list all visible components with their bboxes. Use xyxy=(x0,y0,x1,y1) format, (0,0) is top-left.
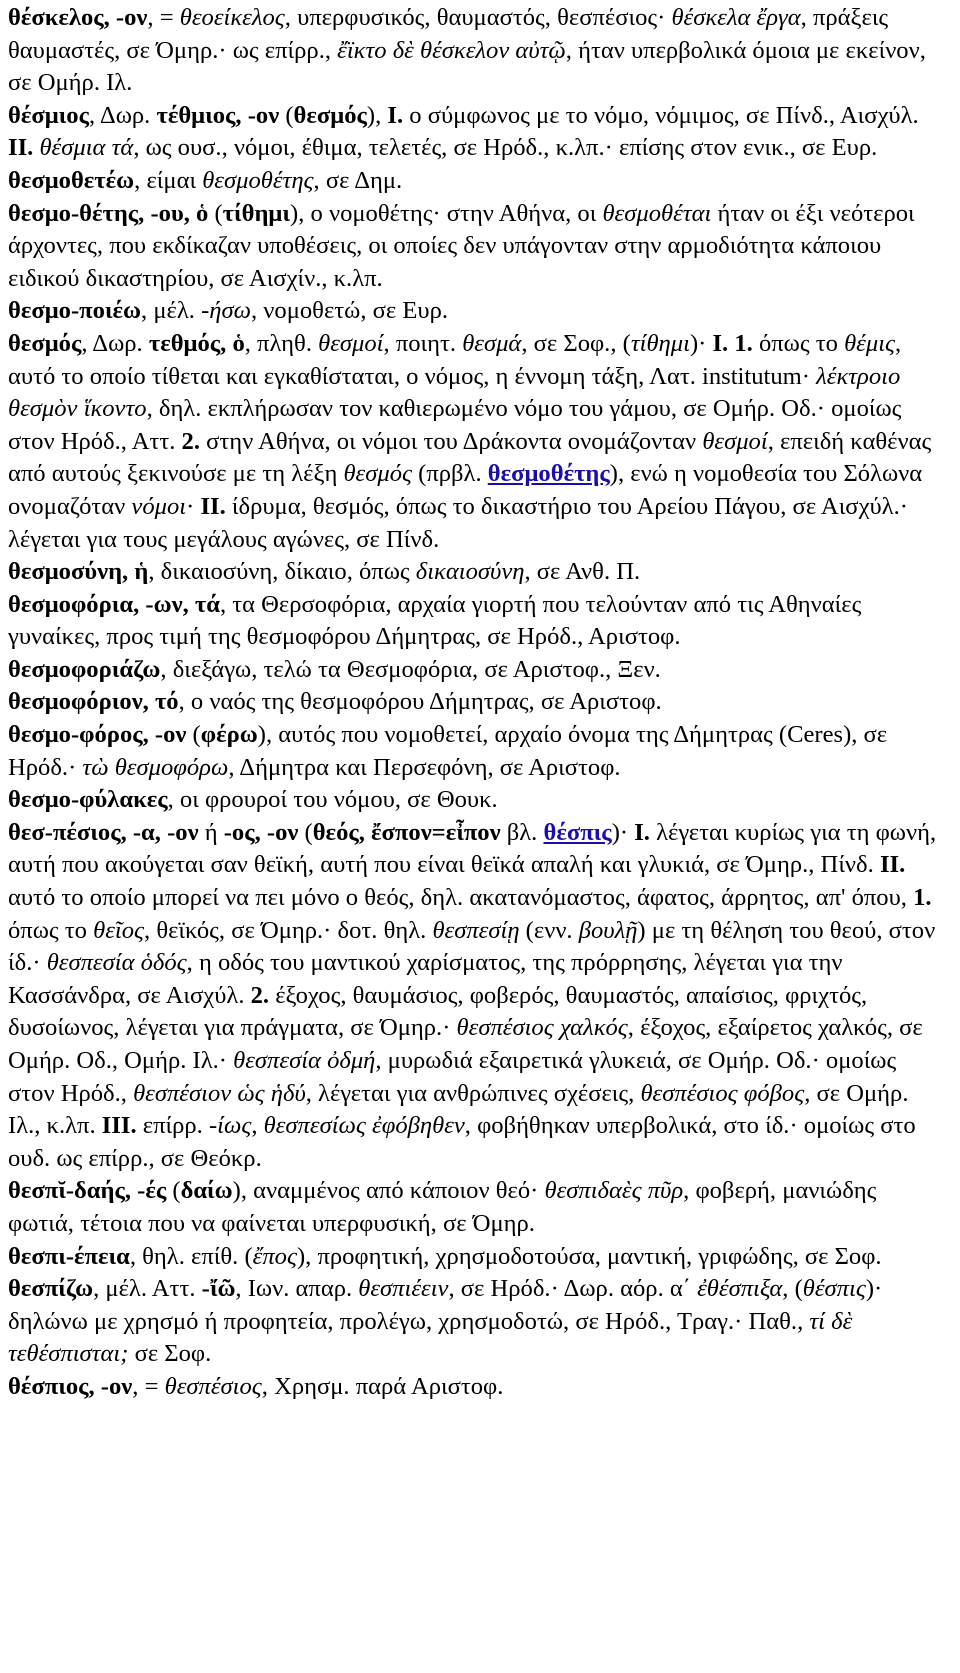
italic-text: θεσπιέειν xyxy=(358,1275,449,1303)
entry-text: , Ιων. απαρ. xyxy=(235,1275,359,1303)
italic-text: ἔϊκτο δὲ θέσκελον αὐτῷ xyxy=(337,36,566,64)
bold-text: -ος, -ον xyxy=(223,818,299,846)
bold-text: 1. xyxy=(913,884,932,912)
italic-text: θεσμοθέτης xyxy=(202,166,314,194)
bold-text: δαίω xyxy=(180,1177,233,1205)
bold-text: I. xyxy=(387,101,404,129)
entry-text: , φοβήθηκαν υπερβολικά, στο ίδ.· ομοίως στο ουδ. ως επίρρ., σε Θεόκρ. xyxy=(8,1112,916,1172)
italic-text: -ίως xyxy=(208,1112,252,1140)
cross-reference-link[interactable]: θέσπις xyxy=(543,818,612,846)
italic-text: τὼ θεσμοφόρω xyxy=(82,753,229,781)
entry-text: ), προφητική, χρησμοδοτούσα, μαντική, γριφώδης, σε Σοφ. xyxy=(296,1242,882,1270)
entry-text: , επειδή καθένας από αυτούς ξεκινούσε με τη λέξη xyxy=(8,427,932,488)
entry-text: αυτό το οποίο μπορεί να πει μόνο ο θεός, δηλ. ακατανόμαστος, άφατος, άρρητος, απ' όπου, xyxy=(8,884,914,912)
entry-text: , διεξάγω, τελώ τα Θεσμοφόρια, σε Αριστοφ., Ξεν. xyxy=(160,655,661,683)
entry-text: , δικαιοσύνη, δίκαιο, όπως xyxy=(148,558,416,586)
entry-text: , θεϊκός, σε Όμηρ.· δοτ. θηλ. xyxy=(144,916,433,944)
headword: θεσμοσύνη, ἡ xyxy=(8,558,149,586)
entry-list xyxy=(8,2,946,1404)
dictionary-entry xyxy=(8,2,946,100)
entry-text: , ( xyxy=(782,1275,803,1303)
dictionary-entry xyxy=(8,1371,946,1404)
dictionary-entry xyxy=(8,784,946,817)
headword: θεσμοφοριάζω xyxy=(8,655,161,683)
italic-text: θεσμοθέται xyxy=(602,199,712,227)
entry-text: )· xyxy=(611,818,635,846)
bold-text: II. xyxy=(200,492,226,520)
entry-text: ( xyxy=(298,818,313,846)
entry-text: )· δηλώνω με χρησμό ή προφητεία, προλέγω, χρησμοδοτώ, σε Ηρόδ., Τραγ.· Παθ., xyxy=(8,1275,883,1335)
entry-text: , Δήμητρα και Περσεφόνη, σε Αριστοφ. xyxy=(228,753,621,781)
italic-text: -ήσω xyxy=(201,297,251,325)
italic-text: θεσμοί xyxy=(702,427,768,455)
italic-text: θέμις xyxy=(844,329,896,357)
bold-text: II. xyxy=(8,134,34,162)
dictionary-entry xyxy=(8,719,946,784)
entry-text: , Δωρ. xyxy=(88,101,157,129)
italic-text: θεσμά xyxy=(462,329,522,357)
entry-text: , σε Σοφ., ( xyxy=(521,329,631,357)
italic-text: θέσκελα ἔργα xyxy=(671,4,801,31)
dictionary-entry xyxy=(8,1175,946,1240)
bold-text: I. xyxy=(634,818,650,846)
entry-text: , ο ναός της θεσμοφόρου Δήμητρας, σε Αριστοφ. xyxy=(178,688,662,716)
bold-text: 2. xyxy=(250,981,270,1009)
headword: θεσπῐ-δαής, -ές xyxy=(8,1177,167,1205)
dictionary-entry xyxy=(8,1273,946,1371)
bold-text: II. xyxy=(879,851,906,879)
entry-text: , σε Ομήρ. Ιλ., κ.λπ. xyxy=(8,1079,909,1140)
entry-text: ), αναμμένος από κάποιον θεό· xyxy=(232,1177,545,1205)
italic-text: θεσπεσία ὀδμή xyxy=(233,1047,376,1074)
italic-text: θεσμός xyxy=(343,460,412,488)
bold-text: τεθμός, ὁ xyxy=(148,329,245,357)
entry-text: , θηλ. επίθ. ( xyxy=(129,1242,253,1270)
entry-text: , ήταν υπερβολικά όμοια με εκείνον, σε Ομήρ. Ιλ. xyxy=(8,36,926,97)
italic-text: τί δὲ τεθέσπισται; xyxy=(8,1307,853,1368)
italic-text: θεσμοί xyxy=(318,329,384,357)
headword: θεσμοθετέω xyxy=(8,166,135,194)
entry-text: , φοβερή, μανιώδης φωτιά, τέτοια που να φαίνεται υπερφυσική, σε Όμηρ. xyxy=(8,1177,877,1237)
entry-text: επίρρ. xyxy=(136,1112,209,1140)
italic-text: θεοείκελος xyxy=(179,4,285,31)
entry-text: , πράξεις θαυμαστές, σε Όμηρ.· ως επίρρ., xyxy=(8,4,889,64)
italic-text: ἐθέσπιξα xyxy=(697,1275,783,1303)
headword: θεσμοφόριον, τό xyxy=(8,688,179,716)
entry-text: , ως ουσ., νόμοι, έθιμα, τελετές, σε Ηρόδ., κ.λπ.· επίσης στον ενικ., σε Ευρ. xyxy=(133,134,878,162)
headword: θεσπι-έπεια xyxy=(8,1242,130,1270)
headword: θεσμο-θέτης, -ου, ὁ xyxy=(8,199,209,227)
entry-text: ), αυτός που νομοθετεί, αρχαίο όνομα της Δήμητρας (Ceres), σε Ηρόδ.· xyxy=(8,721,888,781)
headword: θεσμο-φύλακες xyxy=(8,786,168,814)
entry-text: , σε Ηρόδ.· Δωρ. αόρ. α΄ xyxy=(448,1275,698,1303)
entry-text: λέγεται κυρίως για τη φωνή, αυτή που ακούγεται σαν θεϊκή, αυτή που είναι θεϊκά απαλή και γλυκιά, σε Όμηρ., Πίνδ. xyxy=(8,818,937,879)
italic-text: λέκτροιο θεσμὸν ἵκοντο xyxy=(8,362,901,423)
entry-text: , τα Θερσοφόρια, αρχαία γιορτή που τελούνταν από τις Αθηναίες γυναίκες, προς τιμή της θεσμοφόρου Δήμητρας, σε Ηρόδ., Αριστοφ. xyxy=(8,590,862,651)
headword: θεσμο-ποιέω xyxy=(8,297,142,325)
dictionary-entry xyxy=(8,817,946,1176)
entry-text: έξοχος, θαυμάσιος, φοβερός, θαυμαστός, απαίσιος, φριχτός, δυσοίωνος, λέγεται για πράγματα, σε Όμηρ.· xyxy=(8,981,868,1042)
entry-text: ), ενώ η νομοθεσία του Σόλωνα ονομαζόταν xyxy=(8,460,923,520)
dictionary-entry xyxy=(8,1241,946,1274)
entry-text: ο σύμφωνος με το νόμο, νόμιμος, σε Πίνδ., Αισχύλ. xyxy=(403,101,919,129)
entry-text: , νομοθετώ, σε Ευρ. xyxy=(250,297,449,325)
entry-text: , μυρωδιά εξαιρετικά γλυκειά, σε Ομήρ. Οδ.· ομοίως στον Ηρόδ., xyxy=(8,1047,897,1107)
bold-text: τίθημι xyxy=(222,199,291,227)
entry-text: ( xyxy=(186,721,201,749)
dictionary-entry xyxy=(8,686,946,719)
italic-text: θεσπιδαὲς πῦρ xyxy=(544,1177,684,1205)
entry-text: , έξοχος, εξαίρετος χαλκός, σε Ομήρ. Οδ., Ομήρ. Ιλ.· xyxy=(8,1014,923,1074)
bold-text: 2. xyxy=(181,427,200,455)
entry-text: , = xyxy=(132,1372,165,1400)
entry-text: , Χρησμ. παρά Αριστοφ. xyxy=(261,1372,504,1400)
italic-text: ἔπος xyxy=(252,1242,297,1270)
entry-text: , Δωρ. xyxy=(81,329,149,357)
bold-text: θεσμός xyxy=(293,101,367,129)
entry-text: όπως το xyxy=(752,329,845,357)
entry-text: · xyxy=(186,492,201,520)
dictionary-entry xyxy=(8,100,946,165)
headword: θέσμιος xyxy=(8,101,89,129)
entry-text: , xyxy=(251,1112,264,1140)
italic-text: θεσπέσιος xyxy=(164,1372,262,1400)
italic-text: νόμοι xyxy=(131,492,187,520)
entry-text: ( xyxy=(279,101,294,129)
entry-text: ήταν οι έξι νεότεροι άρχοντες, που εκδίκαζαν υποθέσεις, οι οποίες δεν υπάγονταν στην αρμοδιότητα κάποιου ειδικού δικαστηρίου, σε Αισχίν., κ.λπ. xyxy=(8,199,915,292)
dictionary-entry xyxy=(8,165,946,198)
dictionary-entry xyxy=(8,654,946,687)
italic-text: βουλῇ xyxy=(578,916,638,944)
bold-text: III. xyxy=(101,1112,137,1140)
entry-text: , σε Δημ. xyxy=(313,166,403,194)
entry-text: , ποιητ. xyxy=(383,329,463,357)
cross-reference-link[interactable]: θεσμοθέτης xyxy=(487,460,610,488)
dictionary-entry xyxy=(8,556,946,589)
entry-text: ), ο νομοθέτης· στην Αθήνα, οι xyxy=(290,199,603,227)
italic-text: θέσμια τά xyxy=(39,134,134,162)
headword: θέσπιος, -ον xyxy=(8,1372,133,1400)
entry-text: , υπερφυσικός, θαυμαστός, θεσπέσιος· xyxy=(284,4,672,31)
entry-text: ), xyxy=(366,101,388,129)
entry-text: , μέλ. xyxy=(141,297,202,325)
dictionary-entry xyxy=(8,198,946,296)
entry-text: )· xyxy=(689,329,713,357)
bold-text: -ἴῶ xyxy=(201,1275,236,1303)
entry-text: , είμαι xyxy=(134,166,203,194)
entry-text: , πληθ. xyxy=(244,329,319,357)
dictionary-entry xyxy=(8,589,946,654)
italic-text: θεσπεσία ὁδός xyxy=(46,949,187,977)
italic-text: θεῖος xyxy=(93,916,145,944)
headword: θεσ-πέσιος, -α, -ον xyxy=(8,818,199,846)
italic-text: θεσπεσίῃ xyxy=(432,916,520,944)
entry-text: , λέγεται για ανθρώπινες σχέσεις, xyxy=(305,1079,641,1107)
italic-text: δικαιοσύνη xyxy=(415,558,525,586)
italic-text: θεσπεσίως ἐφόβηθεν xyxy=(263,1112,465,1140)
entry-text: , σε Ανθ. Π. xyxy=(524,558,641,586)
entry-text: ( xyxy=(166,1177,181,1205)
italic-text: τίθημι xyxy=(630,329,690,357)
entry-text: (ενν. xyxy=(519,916,579,944)
dictionary-entry xyxy=(8,295,946,328)
entry-text: , η οδός του μαντικού χαρίσματος, της πρόρρησης, λέγεται για την Κασσάνδρα, σε Αισχύλ. xyxy=(8,949,843,1009)
entry-text: ( xyxy=(208,199,223,227)
italic-text: θέσπις xyxy=(802,1275,866,1303)
entry-text: (πρβλ. xyxy=(412,460,488,488)
bold-text: φέρω xyxy=(200,721,258,749)
headword: θεσμός xyxy=(8,329,82,357)
entry-text: , μέλ. Αττ. xyxy=(93,1275,202,1303)
entry-text: ) με τη θέληση του θεού, στον ίδ.· xyxy=(8,916,936,977)
headword: θεσπίζω xyxy=(8,1275,94,1303)
headword: θέσκελος, -ον xyxy=(8,4,148,31)
entry-text: βλ. xyxy=(500,818,544,846)
italic-text: θεσπέσιος φόβος xyxy=(640,1079,805,1107)
entry-text: στην Αθήνα, οι νόμοι του Δράκοντα ονομάζονταν xyxy=(200,427,703,455)
entry-text: , = xyxy=(147,4,180,31)
entry-text: ίδρυμα, θεσμός, όπως το δικαστήριο του Αρείου Πάγου, σε Αισχύλ.· λέγεται για τους μεγάλους αγώνες, σε Πίνδ. xyxy=(8,492,908,553)
dictionary-entry xyxy=(8,328,946,556)
entry-text: , δηλ. εκπλήρωσαν τον καθιερωμένο νόμο του γάμου, σε Ομήρ. Οδ.· ομοίως στον Ηρόδ., Αττ. xyxy=(8,395,902,455)
italic-text: θεσπέσιος χαλκός xyxy=(456,1014,628,1042)
headword: θεσμοφόρια, -ων, τά xyxy=(8,590,220,618)
entry-text: , αυτό το οποίο τίθεται και εγκαθίσταται, ο νόμος, η έννομη τάξη, Λατ. institutum· xyxy=(8,329,902,390)
bold-text: τέθμιος, -ον xyxy=(156,101,280,129)
bold-text: θεός, ἔσπον=εἶπον xyxy=(312,818,501,846)
bold-text: I. 1. xyxy=(712,329,753,357)
entry-text: , οι φρουροί του νόμου, σε Θουκ. xyxy=(167,786,498,814)
headword: θεσμο-φόρος, -ον xyxy=(8,721,187,749)
entry-text: ή xyxy=(198,818,224,846)
italic-text: θεσπέσιον ὡς ἡδύ xyxy=(133,1079,306,1107)
entry-text: σε Σοφ. xyxy=(128,1340,212,1368)
entry-text: όπως το xyxy=(8,916,94,944)
